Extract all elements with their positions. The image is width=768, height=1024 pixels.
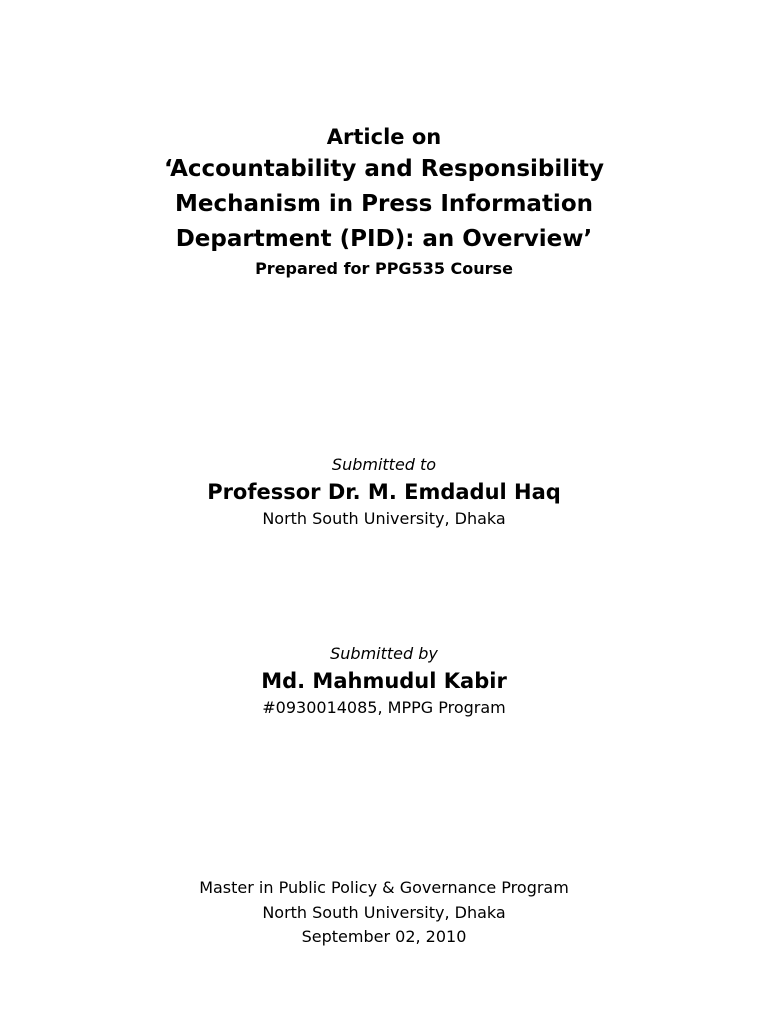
submitted-to-section [0, 454, 768, 530]
supervisor-affiliation: North South University, Dhaka [262, 509, 506, 528]
author-id-program: #0930014085, MPPG Program [262, 698, 506, 717]
program-name: Master in Public Policy & Governance Program [199, 878, 569, 897]
title-intro: Article on [326, 125, 442, 149]
submitted-to-label: Submitted to [331, 455, 437, 474]
submitted-by-section [0, 643, 768, 719]
subtitle: Prepared for PPG535 Course [255, 259, 513, 278]
title-line-1: ‘Accountability and Responsibility [163, 156, 605, 182]
footer-section [0, 876, 768, 950]
supervisor-name: Professor Dr. M. Emdadul Haq [207, 480, 561, 504]
title-line-3: Department (PID): an Overview’ [175, 226, 593, 252]
submitted-by-label: Submitted by [330, 644, 438, 663]
submission-date: September 02, 2010 [301, 927, 467, 946]
title-section [0, 122, 768, 281]
author-name: Md. Mahmudul Kabir [261, 669, 507, 693]
university-name: North South University, Dhaka [262, 902, 506, 922]
title-line-2: Mechanism in Press Information [174, 191, 593, 217]
